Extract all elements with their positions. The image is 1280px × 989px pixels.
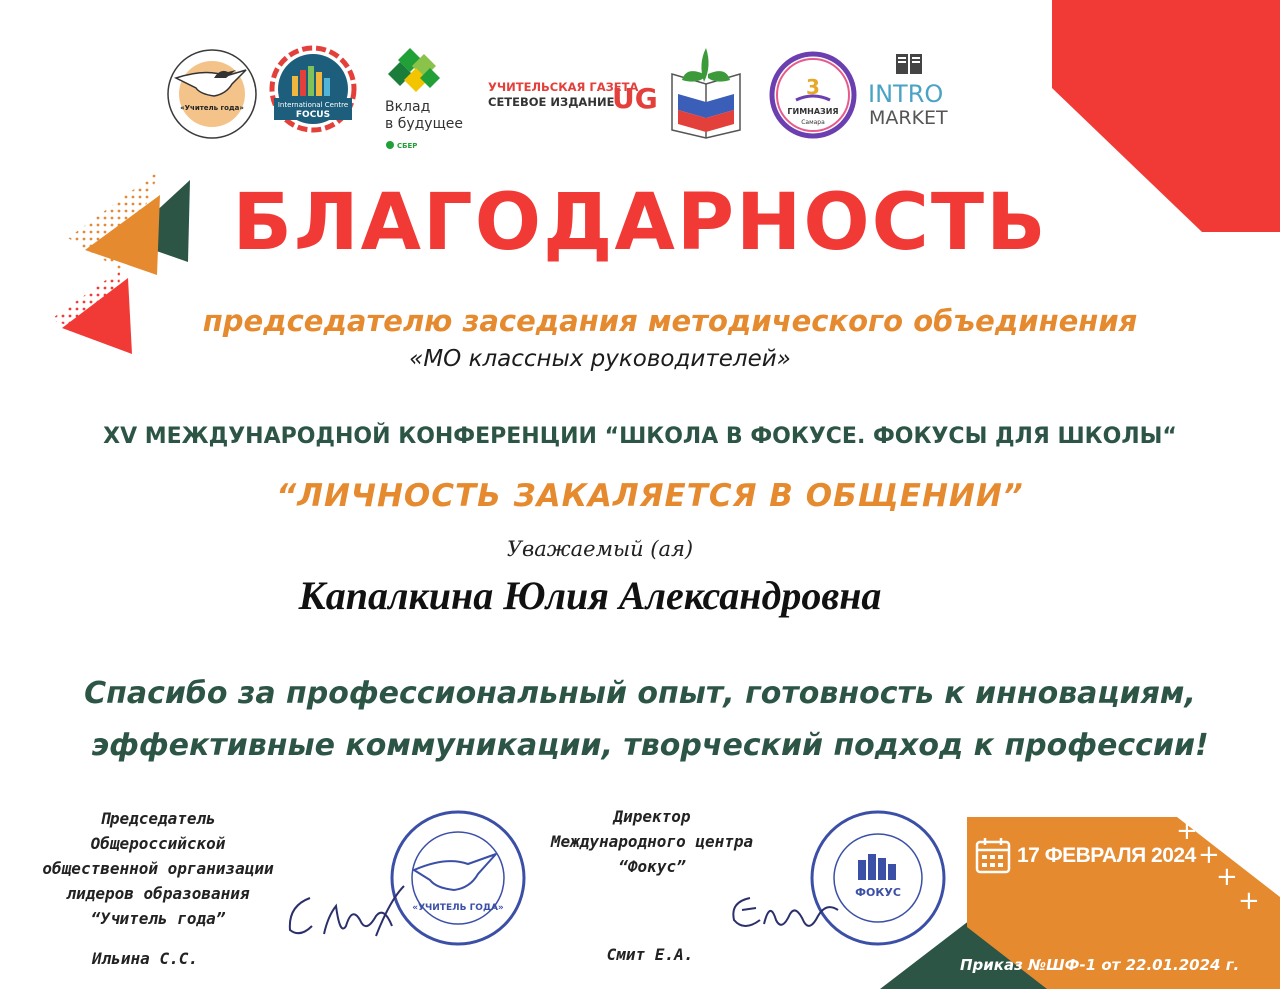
thanks-line-2: эффективные коммуникации, творческий подход к профессии!	[91, 728, 1209, 763]
order-number: Приказ №ШФ-1 от 22.01.2024 г.	[960, 956, 1240, 974]
left-title-line: лидеров образования	[66, 884, 250, 903]
conference-theme: “ЛИЧНОСТЬ ЗАКАЛЯЕТСЯ В ОБЩЕНИИ”	[276, 478, 1024, 514]
teacher-of-year-logo	[166, 48, 258, 140]
right-title-line: Директор	[613, 807, 691, 826]
svg-text:INTRO: INTRO	[868, 80, 944, 108]
svg-text:ФОКУС: ФОКУС	[855, 886, 901, 899]
trade-union-logo	[668, 44, 744, 140]
left-title-line: Председатель	[100, 809, 216, 828]
svg-text:3: 3	[806, 75, 820, 99]
svg-text:«УЧИТЕЛЬ ГОДА»: «УЧИТЕЛЬ ГОДА»	[412, 903, 504, 913]
left-title-line: общественной организации	[42, 859, 274, 878]
left-title-line: “Учитель года”	[90, 909, 226, 928]
greeting: Уважаемый (ая)	[506, 537, 694, 561]
calendar-icon	[975, 836, 1011, 874]
svg-text:СБЕР: СБЕР	[397, 142, 418, 150]
svg-text:ГИМНАЗИЯ: ГИМНАЗИЯ	[787, 107, 839, 116]
svg-text:в будущее: в будущее	[385, 116, 463, 132]
right-signature	[720, 880, 850, 946]
svg-text:FOCUS: FOCUS	[295, 110, 331, 120]
certificate-title: БЛАГОДАРНОСТЬ	[232, 178, 1048, 268]
svg-text:Вклад: Вклад	[385, 99, 431, 115]
svg-text:MARKET: MARKET	[869, 107, 948, 129]
left-signature	[280, 876, 410, 946]
conference-name: XV МЕЖДУНАРОДНОЙ КОНФЕРЕНЦИИ “ШКОЛА В ФОКУСЕ. ФОКУСЫ ДЛЯ ШКОЛЫ“	[103, 424, 1177, 449]
plus-icon: +	[1198, 840, 1220, 870]
right-title-line: Международного центра	[550, 832, 754, 851]
svg-text:СЕТЕВОЕ ИЗДАНИЕ: СЕТЕВОЕ ИЗДАНИЕ	[488, 95, 615, 109]
left-title-line: Общероссийской	[90, 834, 226, 853]
right-signatory-name: Смит Е.А.	[606, 945, 694, 964]
plus-icon: +	[1176, 816, 1198, 846]
plus-icon: +	[1216, 862, 1238, 892]
recipient-group: «МО классных руководителей»	[409, 346, 791, 372]
recipient-role: председателю заседания методического объединения	[202, 304, 1138, 338]
recipient-name: Капалкина Юлия Александровна	[298, 573, 882, 618]
svg-text:UG: UG	[612, 82, 658, 115]
sber-future-logo	[382, 46, 472, 156]
left-signatory-name: Ильина С.С.	[92, 949, 198, 968]
svg-text:«Учитель года»: «Учитель года»	[180, 104, 244, 112]
right-title-line: “Фокус”	[618, 857, 686, 876]
event-date: 17 ФЕВРАЛЯ 2024	[1017, 844, 1196, 867]
svg-text:УЧИТЕЛЬСКАЯ ГАЗЕТА: УЧИТЕЛЬСКАЯ ГАЗЕТА	[488, 80, 639, 94]
thanks-line-1: Спасибо за профессиональный опыт, готовность к инновациям,	[84, 676, 1196, 711]
focus-centre-logo	[270, 46, 356, 132]
intro-market-logo	[866, 52, 956, 128]
teachers-gazette-logo	[486, 78, 658, 115]
right-signatory-title	[522, 804, 782, 879]
svg-text:Самара: Самара	[801, 119, 825, 126]
plus-icon: +	[1238, 886, 1260, 916]
gymnasium-logo	[770, 52, 856, 138]
svg-text:International Centre: International Centre	[277, 101, 349, 109]
left-signatory-title	[18, 806, 298, 931]
